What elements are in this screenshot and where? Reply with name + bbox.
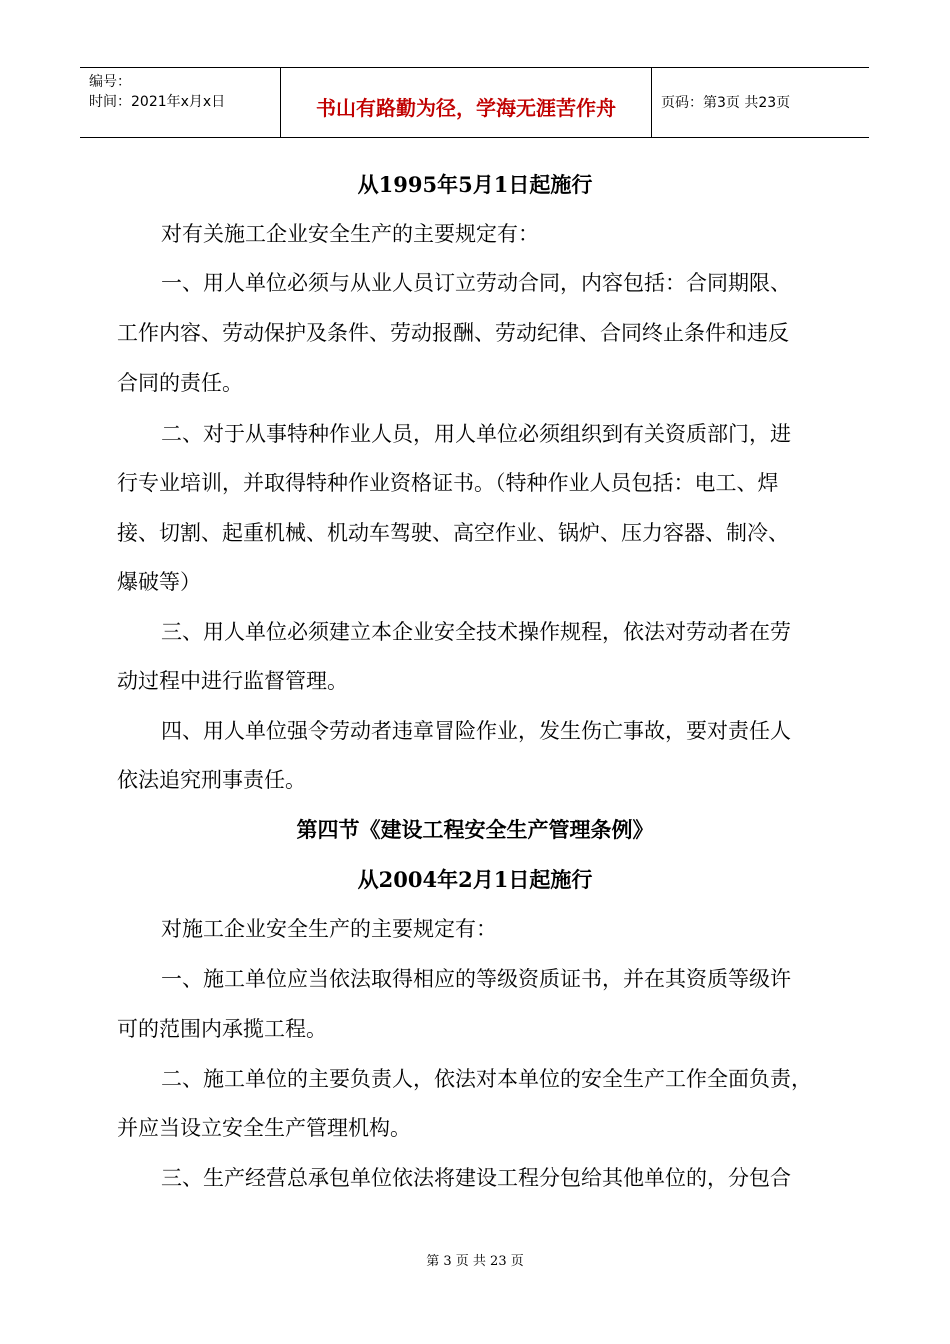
page-label: 页码：第3页 共23页 <box>661 95 791 111</box>
section-title: 第四节《建设工程安全生产管理条例》 <box>296 817 654 842</box>
paragraph-line: 三、生产经营总承包单位依法将建设工程分包给其他单位的，分包合 <box>161 1166 791 1190</box>
paragraph-line: 对有关施工企业安全生产的主要规定有： <box>161 222 539 246</box>
paragraph-line: 对施工企业安全生产的主要规定有： <box>161 917 497 941</box>
paragraph-line: 可的范围内承揽工程。 <box>117 1017 327 1041</box>
paragraph-line: 三、用人单位必须建立本企业安全技术操作规程，依法对劳动者在劳 <box>161 620 791 644</box>
paragraph-line: 爆破等） <box>117 570 201 594</box>
paragraph-line: 一、用人单位必须与从业人员订立劳动合同，内容包括：合同期限、 <box>161 271 791 295</box>
paragraph-line: 接、切割、起重机械、机动车驾驶、高空作业、锅炉、压力容器、制冷、 <box>117 521 789 545</box>
paragraph-line: 合同的责任。 <box>117 371 243 395</box>
time-label: 时间：2021年x月x日 <box>89 94 226 110</box>
paragraph-line: 行专业培训，并取得特种作业资格证书。（特种作业人员包括：电工、焊 <box>117 471 779 495</box>
paragraph-line: 一、施工单位应当依法取得相应的等级资质证书，并在其资质等级许 <box>161 967 791 991</box>
paragraph-line: 依法追究刑事责任。 <box>117 768 306 792</box>
section-effective-date: 从2004年2月1日起施行 <box>357 867 593 892</box>
header-page-cell <box>652 68 869 137</box>
header-info-cell <box>80 68 281 137</box>
section-effective-date: 从1995年5月1日起施行 <box>357 172 593 197</box>
page-footer: 第 3 页 共 23 页 <box>426 1254 524 1269</box>
paragraph-line: 并应当设立安全生产管理机构。 <box>117 1116 411 1140</box>
paragraph-line: 动过程中进行监督管理。 <box>117 669 348 693</box>
header-motto-cell <box>281 68 652 137</box>
number-label: 编号： <box>89 74 131 90</box>
page-header <box>80 67 869 138</box>
paragraph-line: 工作内容、劳动保护及条件、劳动报酬、劳动纪律、合同终止条件和违反 <box>117 321 789 345</box>
paragraph-line: 四、用人单位强令劳动者违章冒险作业，发生伤亡事故，要对责任人 <box>161 719 791 743</box>
paragraph-line: 二、对于从事特种作业人员，用人单位必须组织到有关资质部门，进 <box>161 422 791 446</box>
motto: 书山有路勤为径，学海无涯苦作舟 <box>316 96 616 120</box>
paragraph-line: 二、施工单位的主要负责人，依法对本单位的安全生产工作全面负责， <box>161 1067 812 1091</box>
